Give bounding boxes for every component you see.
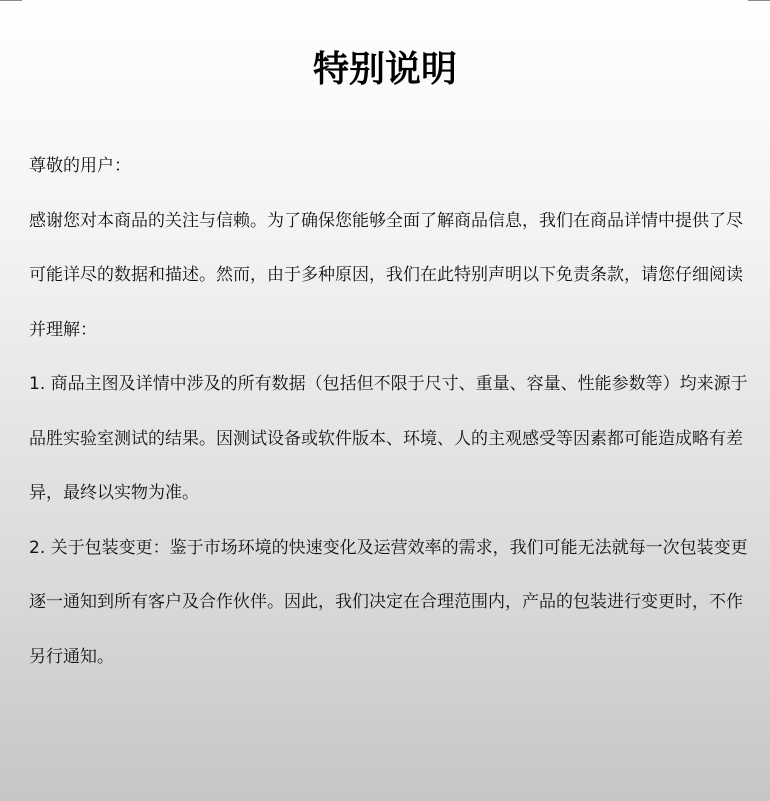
notice-body — [29, 139, 749, 684]
page-title: 特别说明 — [312, 49, 457, 90]
intro-paragraph: 感谢您对本商品的关注与信赖。为了确保您能够全面了解商品信息，我们在商品详情中提供了尽可能详尽的数据和描述。然而，由于多种原因，我们在此特别声明以下免责条款，请您仔细阅读并理解： — [29, 210, 743, 340]
clause-item-2: 2. 关于包装变更：鉴于市场环境的快速变化及运营效率的需求，我们可能无法就每一次包装变更逐一通知到所有客户及合作伙伴。因此，我们决定在合理范围内，产品的包装进行变更时，不作另行通知。 — [29, 537, 748, 667]
clause-item-1: 1. 商品主图及详情中涉及的所有数据（包括但不限于尺寸、重量、容量、性能参数等）均来源于品胜实验室测试的结果。因测试设备或软件版本、环境、人的主观感受等因素都可能造成略有差异，最终以实物为准。 — [29, 374, 748, 503]
top-right-border-mark — [748, 0, 770, 1]
salutation: 尊敬的用户： — [29, 156, 131, 176]
top-left-border-mark — [0, 0, 22, 1]
